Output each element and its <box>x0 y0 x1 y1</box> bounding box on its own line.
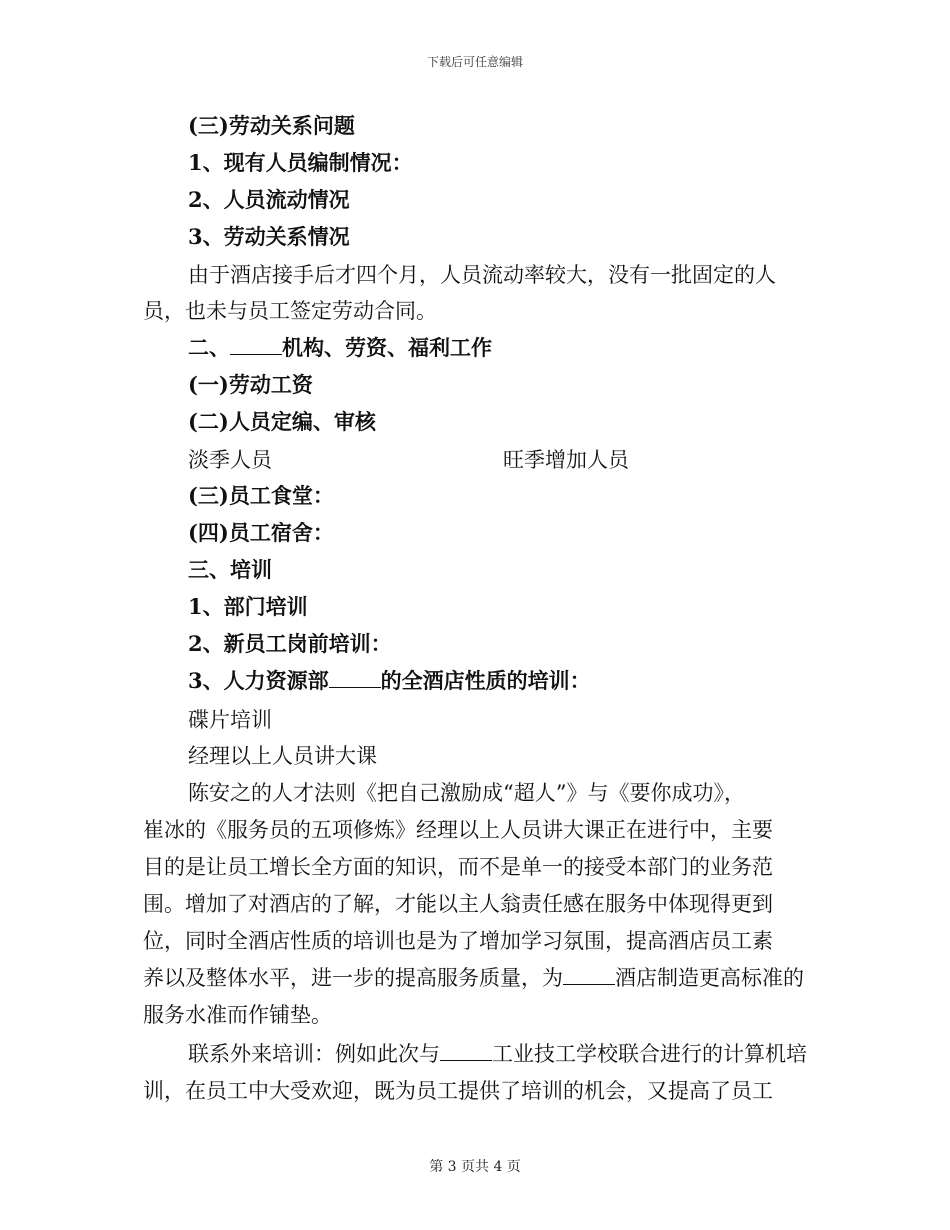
blank-underline <box>230 353 282 355</box>
paragraph-line: 服务水准而作铺垫。 <box>143 1003 332 1027</box>
subheading-staffing-review: (二)人员定编、审核 <box>188 409 376 434</box>
item-hr-training <box>188 667 591 695</box>
item-prefix: 3、人力资源部 <box>188 668 329 693</box>
item-labor-relations-status: 3、劳动关系情况 <box>188 224 350 249</box>
off-season-staff: 淡季人员 <box>188 448 272 472</box>
item-new-employee-training: 2、新员工岗前培训： <box>188 631 392 656</box>
peak-season-staff: 旺季增加人员 <box>503 448 629 472</box>
paragraph-line: 围。增加了对酒店的了解，才能以主人翁责任感在服务中体现得更到 <box>143 892 773 916</box>
paragraph-line: 崔冰的《服务员的五项修炼》经理以上人员讲大课正在进行中，主要 <box>143 818 773 842</box>
text-segment: 联系外来培训：例如此次与 <box>188 1042 440 1066</box>
item-department-training: 1、部门培训 <box>188 594 308 619</box>
paragraph-line: 目的是让员工增长全方面的知识，而不是单一的接受本部门的业务范 <box>143 855 773 879</box>
paragraph-line: 位，同时全酒店性质的培训也是为了增加学习氛围，提高酒店员工素 <box>143 929 773 953</box>
item-text: 的全酒店性质的培训： <box>380 668 591 693</box>
section-heading-labor-relations: (三)劳动关系问题 <box>188 113 355 138</box>
paragraph-line <box>143 964 804 992</box>
section-heading-training: 三、培训 <box>188 557 272 582</box>
text-disc-training: 碟片培训 <box>188 708 272 732</box>
staffing-row <box>188 446 888 474</box>
heading-prefix: 二、 <box>188 335 230 360</box>
heading-text: 机构、劳资、福利工作 <box>282 335 492 360</box>
blank-underline <box>440 1059 492 1061</box>
paragraph-line <box>188 1040 807 1068</box>
text-manager-lectures: 经理以上人员讲大课 <box>188 744 377 768</box>
paragraph-line: 训，在员工中大受欢迎，既为员工提供了培训的机会，又提高了员工 <box>143 1079 773 1103</box>
paragraph-line: 陈安之的人才法则《把自己激励成“超人”》与《要你成功》， <box>188 781 745 805</box>
item-staffing-status: 1、现有人员编制情况： <box>188 150 413 175</box>
text-segment: 养以及整体水平，进一步的提高服务质量，为 <box>143 966 563 990</box>
subheading-canteen: (三)员工食堂： <box>188 483 334 508</box>
subheading-wages: (一)劳动工资 <box>188 372 313 397</box>
item-staff-turnover: 2、人员流动情况 <box>188 187 350 212</box>
blank-underline <box>329 686 381 688</box>
paragraph-line: 由于酒店接手后才四个月，人员流动率较大，没有一批固定的人 <box>188 263 776 287</box>
text-segment: 酒店制造更高标准的 <box>615 966 804 990</box>
section-heading-org-labor-welfare <box>188 334 492 362</box>
subheading-dormitory: (四)员工宿舍： <box>188 520 334 545</box>
page-header: 下载后可任意编辑 <box>426 55 523 69</box>
paragraph-line: 员，也未与员工签定劳动合同。 <box>143 299 437 323</box>
text-segment: 工业技工学校联合进行的计算机培 <box>492 1042 807 1066</box>
blank-underline <box>563 983 615 985</box>
page-footer: 第 3 页共 4 页 <box>429 1159 521 1175</box>
